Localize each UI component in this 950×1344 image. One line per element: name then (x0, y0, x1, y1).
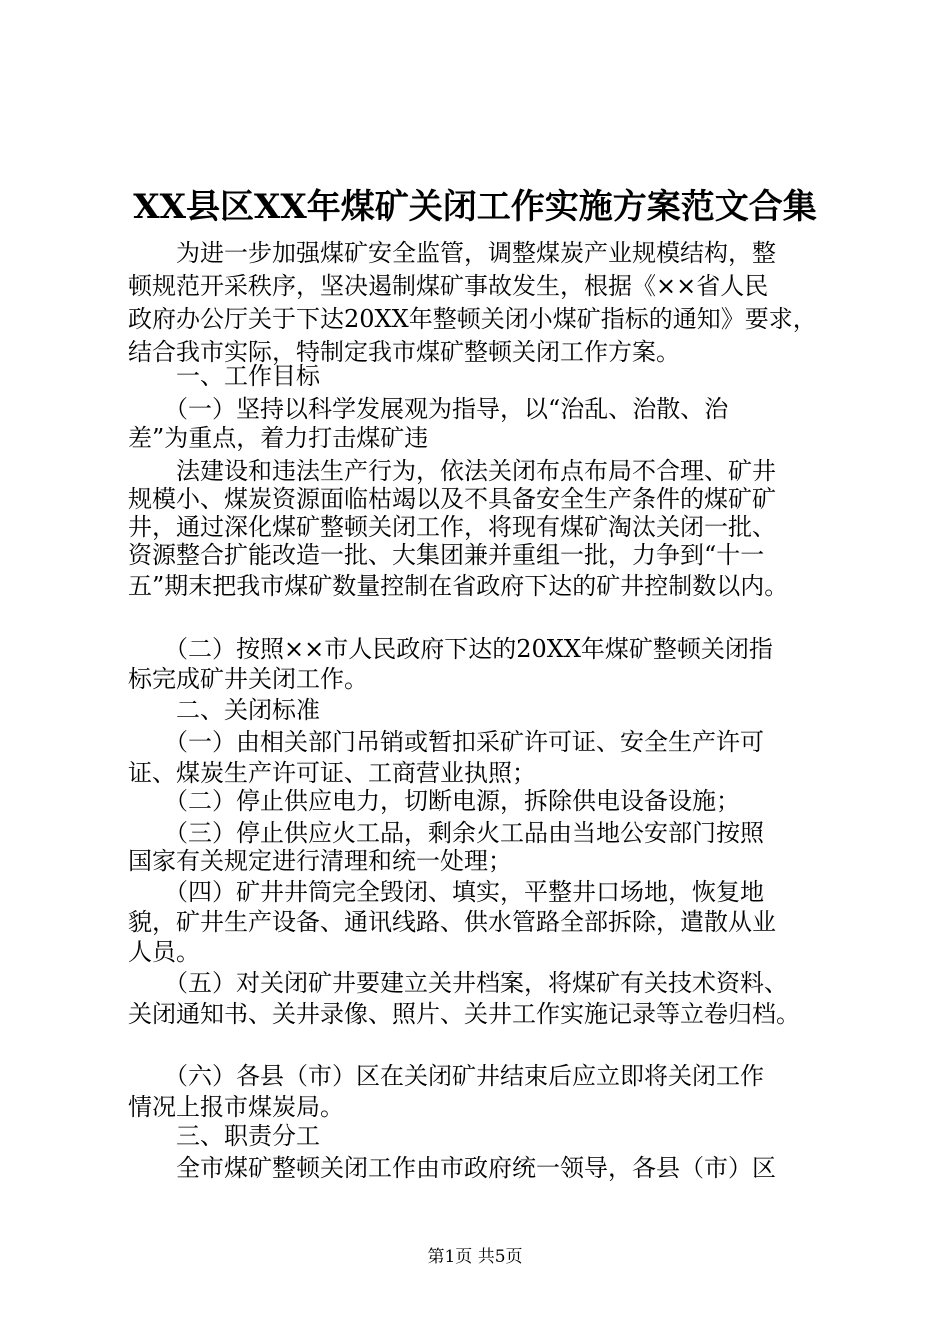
paragraph-line: （三）停止供应火工品，剩余火工品由当地公安部门按照 (128, 819, 764, 847)
paragraph-line: （一）坚持以科学发展观为指导，以“治乱、治散、治 (128, 395, 729, 423)
paragraph-line: 法建设和违法生产行为，依法关闭布点布局不合理、矿井 (128, 457, 776, 485)
paragraph-line: 顿规范开采秩序，坚决遏制煤矿事故发生，根据《××省人民 (128, 272, 769, 300)
paragraph-line: 结合我市实际，特制定我市煤矿整顿关闭工作方案。 (128, 338, 680, 366)
paragraph-line: （一）由相关部门吊销或暂扣采矿许可证、安全生产许可 (128, 728, 764, 756)
paragraph-line: 全市煤矿整顿关闭工作由市政府统一领导，各县（市）区 (128, 1154, 776, 1182)
paragraph-line: （五）对关闭矿井要建立关井档案，将煤矿有关技术资料、 (128, 969, 788, 997)
section-heading: 一、工作目标 (128, 362, 320, 390)
paragraph-line: （六）各县（市）区在关闭矿井结束后应立即将关闭工作 (128, 1062, 764, 1090)
paragraph-line: 关闭通知书、关井录像、照片、关井工作实施记录等立卷归档。 (128, 1000, 800, 1028)
paragraph-line: 情况上报市煤炭局。 (128, 1093, 344, 1121)
paragraph-line: 规模小、煤炭资源面临枯竭以及不具备安全生产条件的煤矿矿 (128, 485, 776, 513)
paragraph-line: 井，通过深化煤矿整顿关闭工作，将现有煤矿淘汰关闭一批、 (128, 513, 776, 541)
paragraph-line: 国家有关规定进行清理和统一处理； (128, 847, 512, 875)
paragraph-line: （二）按照××市人民政府下达的20XX年煤矿整顿关闭指 (128, 635, 773, 663)
document-title: XX县区XX年煤矿关闭工作实施方案范文合集 (133, 187, 817, 227)
paragraph-line: 差”为重点，着力打击煤矿违 (128, 424, 429, 452)
paragraph-line: （二）停止供应电力，切断电源，拆除供电设备设施； (128, 787, 740, 815)
paragraph-line: 政府办公厅关于下达20XX年整顿关闭小煤矿指标的通知》要求， (128, 305, 817, 333)
paragraph-line: 貌，矿井生产设备、通讯线路、供水管路全部拆除，遣散从业 (128, 908, 776, 936)
section-heading: 二、关闭标准 (128, 696, 320, 724)
paragraph-line: （四）矿井井筒完全毁闭、填实，平整井口场地，恢复地 (128, 878, 764, 906)
section-heading: 三、职责分工 (128, 1122, 320, 1150)
paragraph-line: 标完成矿井关闭工作。 (128, 665, 368, 693)
page-number-footer: 第1页 共5页 (427, 1247, 523, 1267)
paragraph-line: 人员。 (128, 938, 200, 966)
paragraph-line: 为进一步加强煤矿安全监管，调整煤炭产业规模结构，整 (128, 239, 776, 267)
paragraph-line: 证、煤炭生产许可证、工商营业执照； (128, 759, 536, 787)
paragraph-line: 五”期末把我市煤矿数量控制在省政府下达的矿井控制数以内。 (128, 572, 789, 600)
paragraph-line: 资源整合扩能改造一批、大集团兼并重组一批，力争到“十一 (128, 541, 765, 569)
